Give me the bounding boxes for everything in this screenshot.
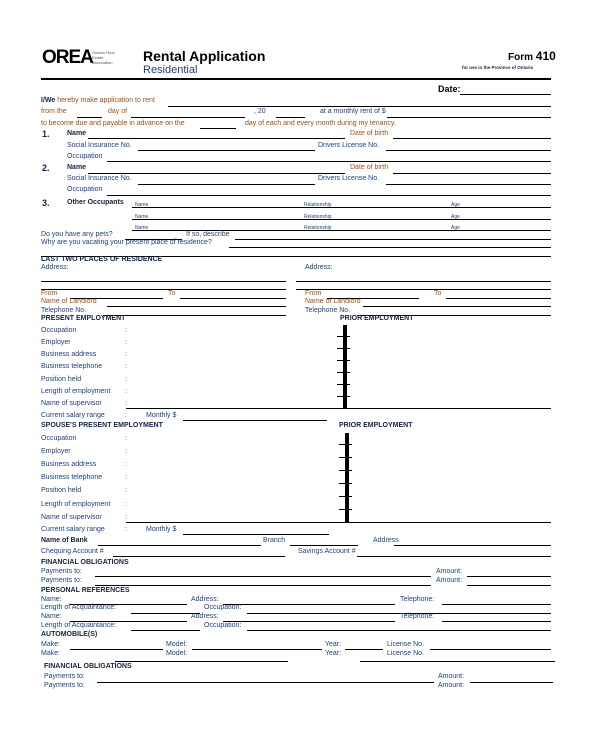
bank-name-label: Name of Bank [41, 537, 88, 544]
date-label: Date: [438, 84, 461, 94]
dob-label: Date of birth [350, 130, 389, 137]
iwe-label: I/We [41, 97, 56, 104]
residence-1-address-field-2[interactable] [41, 289, 286, 290]
payments-label: Payments to: [41, 568, 82, 575]
occupant-1-field[interactable] [132, 207, 551, 208]
occupation-label: Occupation [67, 186, 103, 193]
start-day-field[interactable] [77, 117, 102, 118]
amount-field[interactable] [470, 682, 553, 683]
model-label: Model: [166, 650, 188, 657]
telephone-label: Telephone No. [41, 307, 87, 314]
sin-label: Social Insurance No. [67, 142, 132, 149]
ref-occupation-label: Occupation: [204, 622, 242, 629]
sin-label: Social Insurance No. [67, 175, 132, 182]
colon: : [125, 461, 127, 468]
pets-describe-field[interactable] [235, 239, 551, 240]
payments-field[interactable] [95, 585, 431, 586]
due-day-field[interactable] [200, 128, 236, 129]
supervisor-label: Name of supervisor [41, 400, 102, 407]
ref-telephone-label: Telephone: [400, 613, 435, 620]
salary-range-label: Current salary range [41, 526, 105, 533]
colon: : [125, 448, 127, 455]
each-month-label: day of each and every month during my tenancy. [245, 120, 396, 127]
applicant-1-dl-field[interactable] [386, 150, 551, 151]
ref-address-label: Address: [191, 613, 219, 620]
due-label: to become due and payable in advance on the [41, 120, 185, 127]
ref-length-label: Length of Acquaintance: [41, 622, 117, 629]
other-occupants-label: Other Occupants [67, 199, 124, 206]
automobiles-title: AUTOMOBILE(S) [41, 631, 98, 638]
year-label: , 20 [254, 108, 266, 115]
colon: : [125, 474, 127, 481]
ref-telephone-label: Telephone: [400, 596, 435, 603]
colon: : [125, 363, 127, 370]
bank-address-label: Address [373, 537, 399, 544]
length-employment-label: Length of employment [41, 388, 111, 395]
premises-field[interactable] [168, 106, 551, 107]
auto-2-field[interactable] [115, 661, 288, 662]
colon: : [125, 501, 127, 508]
monthly-rent-field[interactable] [387, 117, 551, 118]
telephone-label: Telephone No. [305, 307, 351, 314]
vacating-field[interactable] [229, 247, 551, 248]
vacating-label: Why are you vacating your present place of residence? [41, 239, 212, 246]
describe-label: If so, describe [186, 231, 230, 238]
auto-1-year-field[interactable] [345, 649, 383, 650]
spouse-monthly-salary-field[interactable] [183, 534, 329, 535]
address-label: Address: [41, 264, 69, 271]
chequing-label: Chequing Account # [41, 548, 104, 555]
prior-employment-title: PRIOR EMPLOYMENT [340, 315, 414, 322]
amount-label: Amount: [436, 568, 463, 575]
address-label: Address: [305, 264, 333, 271]
residence-2-address-field[interactable] [296, 281, 551, 282]
form-number-value: 410 [535, 49, 556, 63]
spouse-employment-title: SPOUSE'S PRESENT EMPLOYMENT [41, 422, 163, 429]
start-month-field[interactable] [131, 117, 245, 118]
residence-1-to-field[interactable] [180, 298, 286, 299]
dl-label: Drivers License No. [318, 175, 380, 182]
payments-field[interactable] [95, 576, 431, 577]
form-label: Form [508, 52, 533, 63]
occupant-name-label: Name [135, 225, 149, 231]
from-label: From [305, 290, 322, 297]
position-held-label: Position held [41, 487, 82, 494]
colon: : [125, 526, 127, 533]
spouse-prior-employment-title: PRIOR EMPLOYMENT [339, 422, 413, 429]
ref-1-length-field[interactable] [131, 613, 200, 614]
residence-2-landlord-field[interactable] [363, 306, 551, 307]
occupant-age-label: Age [451, 214, 460, 220]
make-label: Make: [41, 650, 61, 657]
financial-title-2: FINANCIAL OBLIGATIONS [44, 663, 132, 670]
bank-address-field[interactable] [394, 545, 551, 546]
form-number [508, 50, 556, 64]
intro-line [41, 97, 155, 105]
applicant-1-number: 1. [42, 129, 50, 139]
amount-field[interactable] [467, 576, 551, 577]
landlord-label: Name of Landlord [305, 298, 361, 305]
business-address-label: Business address [41, 351, 97, 358]
colon: : [125, 435, 127, 442]
make-label: Make: [41, 641, 61, 648]
ref-occupation-label: Occupation: [204, 604, 242, 611]
license-label: License No. [387, 650, 424, 657]
monthly-label: Monthly $ [146, 526, 177, 533]
monthly-salary-field[interactable] [183, 420, 327, 421]
occupant-relationship-label: Relationship [304, 202, 332, 208]
license-label: License No. [387, 641, 424, 648]
applicant-2-occupation-field[interactable] [107, 195, 551, 196]
amount-field[interactable] [467, 585, 551, 586]
applicant-2-dob-field[interactable] [393, 173, 551, 174]
payments-label: Payments to: [44, 682, 85, 689]
branch-field[interactable] [290, 545, 358, 546]
applicant-2-name-field[interactable] [88, 173, 345, 174]
to-label: To [168, 290, 176, 297]
payments-field[interactable] [97, 682, 434, 683]
position-held-label: Position held [41, 376, 82, 383]
colon: : [125, 400, 127, 407]
colon: : [125, 351, 127, 358]
colon: : [125, 327, 127, 334]
business-telephone-label: Business telephone [41, 363, 103, 370]
present-employment-bottom-line[interactable] [126, 408, 551, 409]
header-rule [41, 78, 551, 80]
colon: : [125, 376, 127, 383]
residence-2-address-field-2[interactable] [296, 289, 551, 290]
auto-1-license-field[interactable] [430, 649, 551, 650]
divider-tick [337, 336, 350, 337]
ref-1-occupation-field[interactable] [247, 613, 551, 614]
to-label: To [434, 290, 442, 297]
spouse-employment-bottom-line[interactable] [126, 522, 551, 523]
ref-2-occupation-field[interactable] [247, 630, 551, 631]
length-employment-label: Length of employment [41, 501, 111, 508]
landlord-label: Name of Landlord [41, 298, 97, 305]
divider-tick [339, 470, 352, 471]
applicant-1-sin-field[interactable] [138, 150, 315, 151]
occupation-label: Occupation [41, 435, 77, 442]
occupant-2-field[interactable] [132, 219, 551, 220]
applicant-2-dl-field[interactable] [386, 184, 551, 185]
pets-label: Do you have any pets? [41, 231, 113, 238]
occupation-label: Occupation [67, 153, 103, 160]
occupant-relationship-label: Relationship [304, 214, 332, 220]
references-title: PERSONAL REFERENCES [41, 587, 130, 594]
divider-tick [339, 496, 352, 497]
employer-label: Employer [41, 339, 71, 346]
occupant-name-label: Name [135, 202, 149, 208]
province-note: for use in the Province of Ontario [462, 65, 534, 70]
divider-tick [337, 348, 350, 349]
ref-2-length-field[interactable] [131, 630, 200, 631]
applicant-1-occupation-field[interactable] [107, 161, 551, 162]
applicant-1-name-field[interactable] [88, 138, 345, 139]
occupant-age-label: Age [451, 202, 460, 208]
name-label: Name [67, 164, 87, 171]
auto-1-model-field[interactable] [192, 649, 322, 650]
ref-name-label: Name: [41, 596, 62, 603]
model-label: Model: [166, 641, 188, 648]
divider-tick [339, 483, 352, 484]
form-title: Rental Application [143, 48, 266, 64]
chequing-field[interactable] [113, 556, 285, 557]
dl-label: Drivers License No. [318, 142, 380, 149]
residence-1-telephone-field[interactable] [103, 315, 286, 316]
orea-logo: OREA [42, 47, 93, 68]
residence-1-address-field[interactable] [41, 281, 286, 282]
ref-2-address-field[interactable] [223, 621, 395, 622]
payments-label: Payments to: [41, 577, 82, 584]
amount-label: Amount: [438, 682, 465, 689]
divider-tick [339, 444, 352, 445]
dob-label: Date of birth [350, 164, 389, 171]
occupant-age-label: Age [451, 225, 460, 231]
day-of-label: day of [108, 108, 128, 115]
ref-2-telephone-field[interactable] [442, 621, 551, 622]
supervisor-label: Name of supervisor [41, 514, 102, 521]
residence-2-to-field[interactable] [446, 298, 551, 299]
occupation-label: Occupation [41, 327, 77, 334]
colon: : [125, 339, 127, 346]
monthly-label: Monthly $ [146, 412, 177, 419]
occupant-name-label: Name [135, 214, 149, 220]
bank-name-field[interactable] [98, 545, 261, 546]
from-label: From [41, 290, 58, 297]
divider-tick [337, 372, 350, 373]
start-year-field[interactable] [276, 117, 305, 118]
colon: : [125, 388, 127, 395]
business-address-label: Business address [41, 461, 97, 468]
auto-2-field-right[interactable] [360, 661, 555, 662]
employer-label: Employer [41, 448, 71, 455]
applicant-2-sin-field[interactable] [138, 184, 315, 185]
orea-logo-subtext: Ontario Real Estate Association [92, 50, 115, 65]
payments-label: Payments to: [44, 673, 85, 680]
ref-name-label: Name: [41, 613, 62, 620]
form-subtitle: Residential [143, 64, 198, 76]
ref-1-telephone-field[interactable] [442, 604, 551, 605]
ref-1-address-field[interactable] [223, 604, 395, 605]
amount-label: Amount: [438, 673, 465, 680]
year-label: Year: [325, 650, 342, 657]
colon: : [125, 412, 127, 419]
date-field[interactable] [460, 94, 551, 95]
monthly-rent-label: at a monthly rent of $ [320, 108, 386, 115]
apply-label: hereby make application to rent [57, 97, 155, 104]
name-label: Name [67, 130, 87, 137]
branch-label: Branch [263, 537, 286, 544]
ref-length-label: Length of Acquaintance: [41, 604, 117, 611]
business-telephone-label: Business telephone [41, 474, 103, 481]
financial-title: FINANCIAL OBLIGATIONS [41, 559, 129, 566]
divider-tick [337, 360, 350, 361]
year-label: Year: [325, 641, 342, 648]
divider-tick [339, 509, 352, 510]
amount-label: Amount: [436, 577, 463, 584]
ref-address-label: Address: [191, 596, 219, 603]
colon: : [125, 514, 127, 521]
residence-1-landlord-field[interactable] [107, 306, 286, 307]
divider-tick [337, 384, 350, 385]
present-employment-title: PRESENT EMPLOYMENT [41, 315, 126, 322]
auto-1-make-field[interactable] [70, 649, 163, 650]
divider-tick [339, 457, 352, 458]
residence-title: LAST TWO PLACES OF RESIDENCE [41, 256, 163, 263]
from-the-label: from the [41, 108, 67, 115]
applicant-1-dob-field[interactable] [393, 138, 551, 139]
savings-field[interactable] [357, 556, 551, 557]
salary-range-label: Current salary range [41, 412, 105, 419]
colon: : [125, 487, 127, 494]
occupants-number: 3. [42, 198, 50, 208]
divider-tick [337, 396, 350, 397]
occupant-relationship-label: Relationship [304, 225, 332, 231]
applicant-2-number: 2. [42, 163, 50, 173]
savings-label: Savings Account # [298, 548, 356, 555]
